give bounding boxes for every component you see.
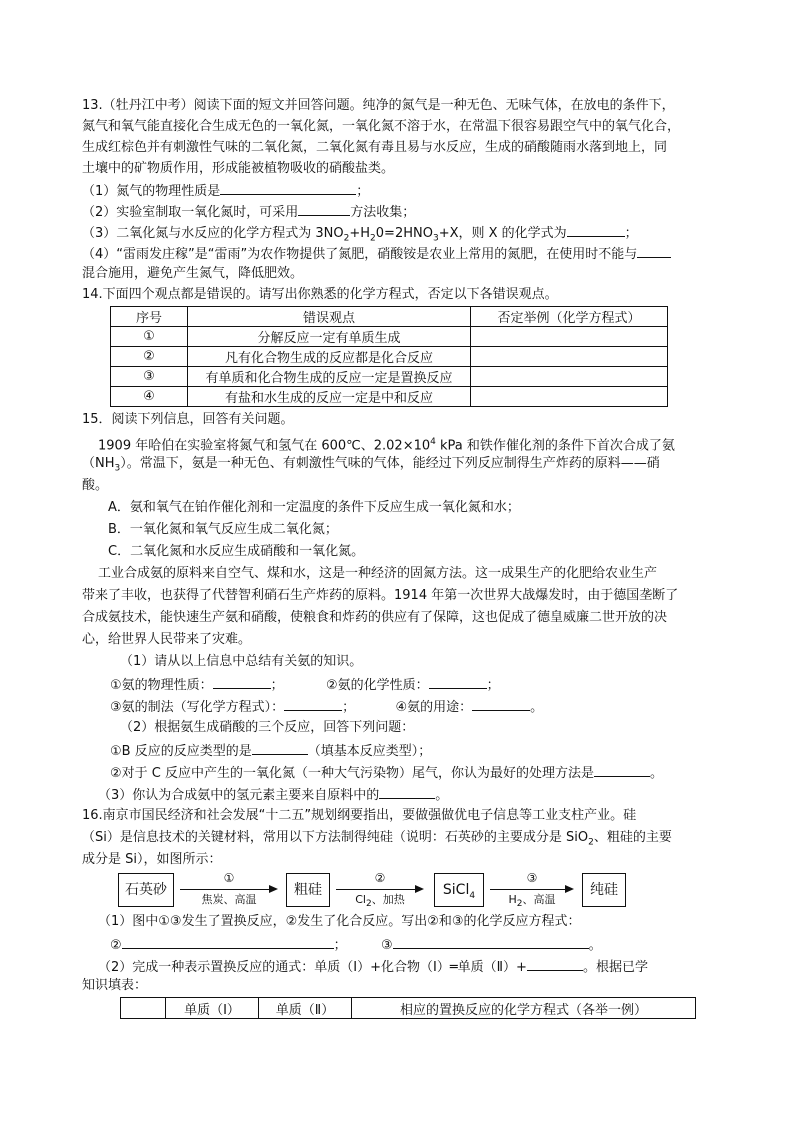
q13-part-1: （1）氮气的物理性质是 ；: [82, 180, 369, 202]
q13-line-2: 氮气和氧气能直接化合生成无色的一氧化氮，一氧化氮不溶于水，在常温下很容易跟空气中的氧气化合，: [82, 119, 681, 134]
answer-blank[interactable]: [298, 201, 350, 216]
answer-blank[interactable]: [637, 243, 671, 258]
answer-blank[interactable]: [252, 740, 308, 755]
col-header: 序号: [111, 307, 188, 327]
q13-line-4: 土壤中的矿物质作用，形成能被植物吸收的硝酸盐类。: [82, 161, 395, 176]
flow-box-pure-silicon: 纯硅: [582, 873, 626, 907]
q15-sub-1-ab: ①氨的物理性质： ； ②氨的化学性质： ；: [110, 674, 500, 696]
q15-option-a: A．氨和氧气在铂作催化剂和一定温度的条件下反应生成一氧化氮和水；: [108, 500, 520, 515]
q15-sub-2: （2）根据氨生成硝酸的三个反应，回答下列问题：: [120, 720, 415, 735]
q14-table: [110, 306, 668, 407]
q15-option-b: B．一氧化氮和氧气反应生成二氧化氮；: [108, 522, 338, 537]
answer-blank[interactable]: [379, 784, 435, 799]
q15-option-c: C．二氧化氮和水反应生成硝酸和一氧化氮。: [108, 544, 365, 559]
col-header: 相应的置换反应的化学方程式（各举一例）: [352, 998, 696, 1019]
q13-part-2: （2）实验室制取一氧化氮时，可采用 方法收集；: [82, 201, 415, 223]
q15-para1-line2: $(NH_3)$。常温下，氨是一种无色、有刺激性气味的气体，能经过下列反应制得生产炸药的原料——硝: [82, 456, 660, 474]
q15-sub-2a: ①B 反应的反应类型的是 （填基本反应类型）；: [110, 740, 431, 762]
q16-table: [120, 997, 696, 1019]
answer-blank[interactable]: [472, 696, 530, 711]
q15-stem: 15．阅读下列信息，回答有关问题。: [82, 412, 294, 427]
answer-cell[interactable]: [471, 347, 668, 367]
col-header: 否定举例（化学方程式）: [471, 307, 668, 327]
answer-blank[interactable]: [527, 956, 583, 971]
col-header: 错误观点: [188, 307, 471, 327]
q13-part-3: （3）二氧化氮与水反应的化学方程式为 $3NO_2+H_20=2HNO_3+X$，则 X 的化学式为 ；: [82, 222, 638, 249]
q15-para1-line1: 1909 年哈伯在实验室将氮气和氢气在 600℃、$2.02\times 10^4$ kPa 和铁作催化剂的条件下首次合成了氨: [98, 437, 675, 454]
q13-part-4-cont: 混合施用，避免产生氮气，降低肥效。: [82, 266, 304, 281]
q15-sub-2b: ②对于 C 反应中产生的一氧化氮（一种大气污染物）尾气，你认为最好的处理方法是 。: [110, 762, 663, 784]
q14-stem: 14.下面四个观点都是错误的。请写出你熟悉的化学方程式，否定以下各错误观点。: [82, 287, 558, 302]
q15-para2-line2: 带来了丰收，也获得了代替智利硝石生产炸药的原料。1914 年第一次世界大战爆发时，由于德国垄断了: [82, 588, 679, 603]
answer-blank[interactable]: [220, 180, 356, 195]
q15-sub-3: （3）你认为合成氨中的氢元素主要来自原料中的 。: [98, 784, 448, 806]
flow-arrow-2: ② $Cl_2$、加热: [336, 873, 424, 907]
table-header-row: [121, 998, 696, 1019]
q15-para2-line4: 心，给世界人民带来了灾难。: [82, 632, 252, 647]
blank-cell[interactable]: [121, 998, 166, 1019]
arrow-head-icon: [269, 885, 278, 893]
answer-blank[interactable]: [213, 674, 271, 689]
table-row: ② 凡有化合物生成的反应都是化合反应: [111, 347, 668, 367]
answer-cell[interactable]: [471, 367, 668, 387]
arrow-head-icon: [415, 885, 424, 893]
q15-sub-1-cd: ③氨的制法（写化学方程式）： ； ④氨的用途： 。: [110, 696, 543, 718]
q15-para2-line1: 工业合成氨的原料来自空气、煤和水，这是一种经济的固氮方法。这一成果生产的化肥给农业生产: [98, 566, 658, 581]
answer-blank[interactable]: [429, 674, 487, 689]
q15-sub-1: （1）请从以上信息中总结有关氨的知识。: [120, 654, 363, 669]
q13-line-3: 生成红棕色并有刺激性气味的二氧化氮，二氧化氮有毒且易与水反应，生成的硝酸随雨水落到地上，同: [82, 140, 668, 155]
q16-part-1: （1）图中①③发生了置换反应，②发生了化合反应。写出②和③的化学反应方程式：: [98, 914, 581, 929]
q16-part-2: （2）完成一种表示置换反应的通式：单质（Ⅰ）+化合物（Ⅰ）═单质（Ⅱ）+ 。根据已学: [98, 956, 648, 978]
answer-cell[interactable]: [471, 387, 668, 407]
answer-cell[interactable]: [471, 327, 668, 347]
answer-blank[interactable]: [122, 934, 334, 949]
answer-blank[interactable]: [393, 934, 589, 949]
q16-part-2-cont: 知识填表：: [82, 978, 148, 993]
answer-blank[interactable]: [567, 222, 625, 237]
table-row: ④ 有盐和水生成的反应一定是中和反应: [111, 387, 668, 407]
q16-line-1: 16.南京市国民经济和社会发展“十二五”规划纲要指出，要做强做优电子信息等工业支柱产业。硅: [82, 808, 637, 823]
flow-box-crude-silicon: 粗硅: [286, 873, 330, 907]
flow-arrow-1: ① 焦炭、高温: [180, 873, 278, 907]
q16-line-2: （Si）是信息技术的关键材料，常用以下方法制得纯硅（说明：石英砂的主要成分是 SiO$_2$、粗硅的主要: [82, 830, 672, 848]
table-header-row: [111, 307, 668, 327]
flow-arrow-3: ③ $H_2$、高温: [490, 873, 574, 907]
q13-line-1: 13.（牡丹江中考）阅读下面的短文并回答问题。纯净的氮气是一种无色、无味气体，在放电的条件下，: [82, 98, 675, 113]
table-row: ① 分解反应一定有单质生成: [111, 327, 668, 347]
flow-box-sicl4: SiCl$_4$: [434, 873, 484, 907]
q16-line-3: 成分是 Si），如图所示：: [82, 852, 222, 867]
flow-box-quartz-sand: 石英砂: [118, 873, 174, 907]
q16-part-1-answers: ② ； ③ 。: [110, 934, 602, 956]
answer-blank[interactable]: [594, 762, 650, 777]
arrow-head-icon: [565, 885, 574, 893]
table-row: ③ 有单质和化合物生成的反应一定是置换反应: [111, 367, 668, 387]
q13-part-4: （4）“雷雨发庄稼”是“雷雨”为农作物提供了氮肥，硝酸铵是农业上常用的氮肥，在使用时不能与: [82, 243, 671, 265]
answer-blank[interactable]: [284, 696, 342, 711]
col-header: 单质（Ⅱ）: [259, 998, 352, 1019]
q15-para1-line3: 酸。: [82, 478, 109, 493]
q15-para2-line3: 合成氨技术，能快速生产氨和硝酸，使粮食和炸药的供应有了保障，这也促成了德皇威廉二世开放的决: [82, 610, 668, 625]
col-header: 单质（Ⅰ）: [166, 998, 259, 1019]
